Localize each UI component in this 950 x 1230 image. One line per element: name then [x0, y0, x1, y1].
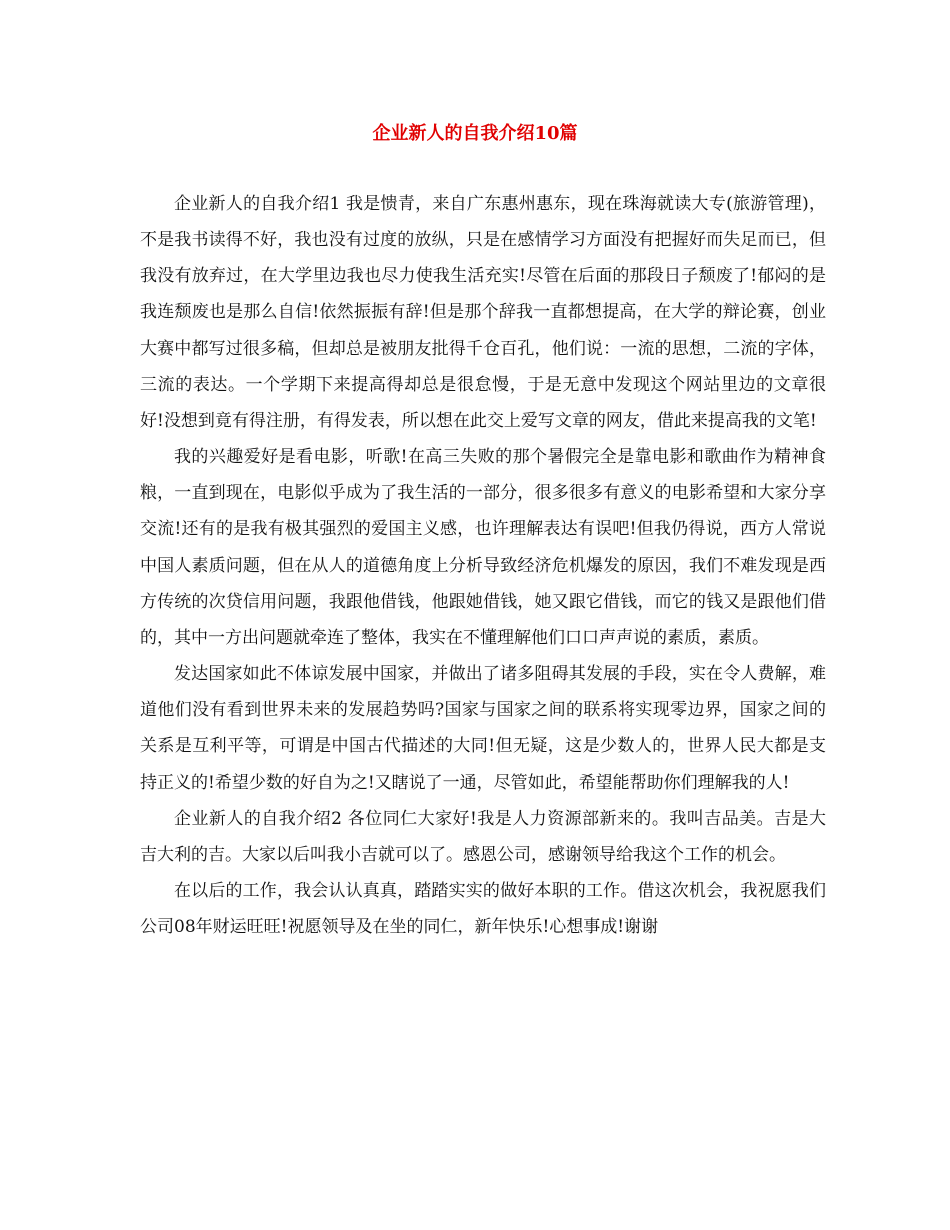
paragraph-developed-countries: 发达国家如此不体谅发展中国家，并做出了诸多阻碍其发展的手段，实在令人费解，难道他们没有看到世界未来的发展趋势吗?国家与国家之间的联系将实现零边界，国家之间的关系是互利平等，可谓是中国古代描述的大同!但无疑，这是少数人的，世界人民大都是支持正义的!希望少数的好自为之!又瞎说了一通，尽管如此，希望能帮助你们理解我的人!: [140, 664, 826, 793]
paragraph-closing: 在以后的工作，我会认认真真，踏踏实实的做好本职的工作。借这次机会，我祝愿我们公司08年财运旺旺!祝愿领导及在坐的同仁，新年快乐!心想事成!谢谢: [140, 880, 826, 938]
document-body: [140, 186, 826, 945]
paragraph-intro-1: 企业新人的自我介绍1 我是愦青，来自广东惠州惠东，现在珠海就读大专(旅游管理)，不是我书读得不好，我也没有过度的放纵，只是在感情学习方面没有把握好而失足而已，但我没有放弃过，在大学里边我也尽力使我生活充实!尽管在后面的那段日子颓废了!郁闷的是我连颓废也是那么自信!依然振振有辞!但是那个辞我一直都想提高，在大学的辩论赛，创业大赛中都写过很多稿，但却总是被朋友批得千仓百孔，他们说：一流的思想，二流的字体，三流的表达。一个学期下来提高得却总是很怠慢，于是无意中发现这个网站里边的文章很好!没想到竟有得注册，有得发表，所以想在此交上爱写文章的网友，借此来提高我的文笔!: [140, 194, 826, 431]
paragraph-hobbies: 我的兴趣爱好是看电影，听歌!在高三失败的那个暑假完全是靠电影和歌曲作为精神食粮，一直到现在，电影似乎成为了我生活的一部分，很多很多有意义的电影希望和大家分享交流!还有的是我有极其强烈的爱国主义感，也许理解表达有误吧!但我仍得说，西方人常说中国人素质问题，但在从人的道德角度上分析导致经济危机爆发的原因，我们不难发现是西方传统的次贷信用问题，我跟他借钱，他跟她借钱，她又跟它借钱，而它的钱又是跟他们借的，其中一方出问题就牵连了整体，我实在不懂理解他们口口声声说的素质，素质。: [140, 447, 826, 648]
paragraph-intro-2: 企业新人的自我介绍2 各位同仁大家好!我是人力资源部新来的。我叫吉品美。吉是大吉大利的吉。大家以后叫我小吉就可以了。感恩公司，感谢领导给我这个工作的机会。: [140, 808, 826, 865]
document-title: 企业新人的自我介绍10篇: [372, 123, 578, 144]
